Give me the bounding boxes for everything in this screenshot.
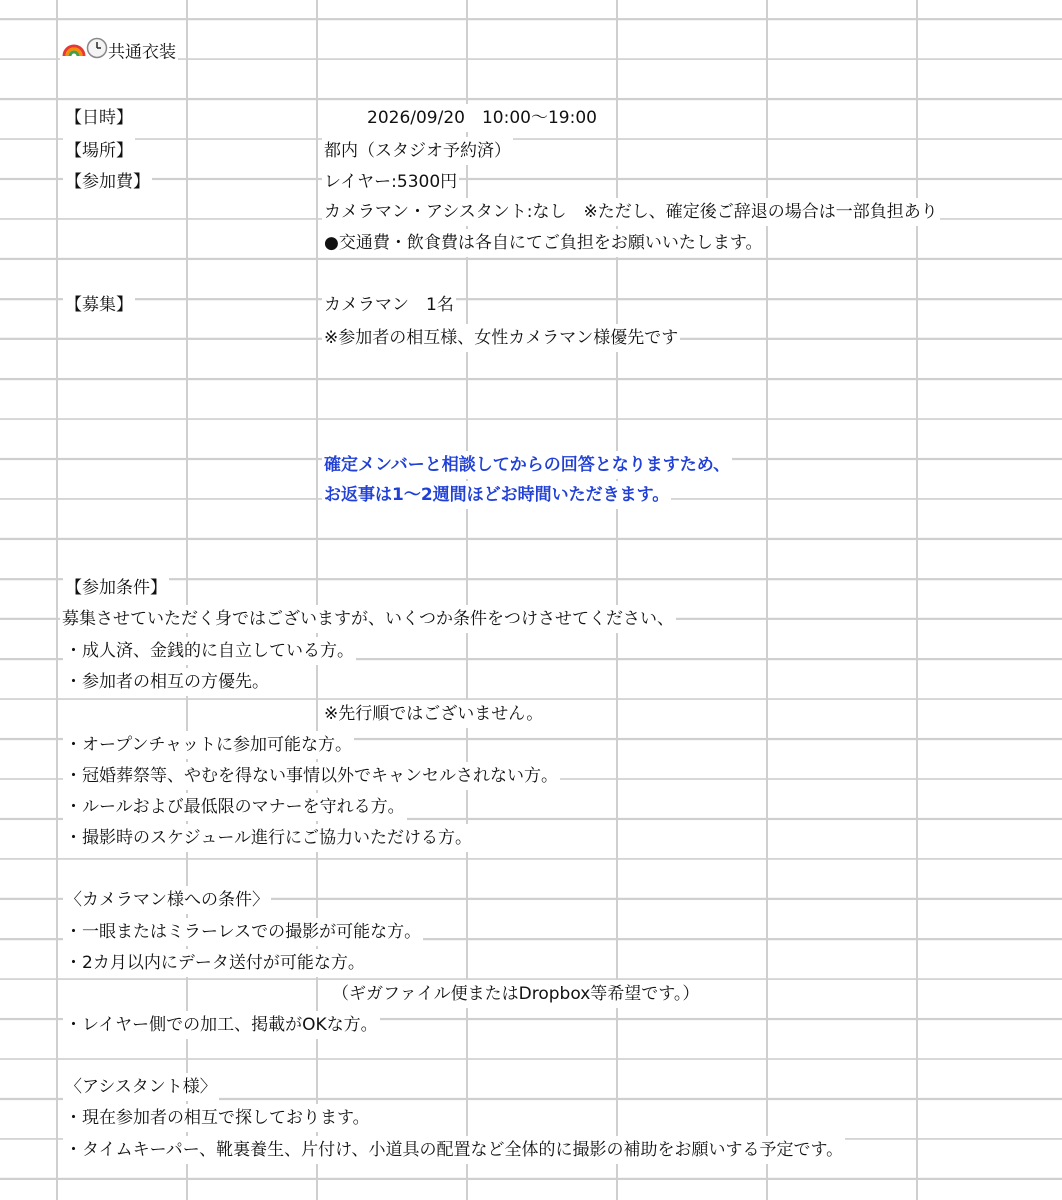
recruit-value[interactable]: カメラマン 1名 [322, 291, 456, 319]
condition-item[interactable]: ・撮影時のスケジュール進行にご協力いただける方。 [63, 824, 474, 852]
assistant-item[interactable]: ・タイムキーパー、靴裏養生、片付け、小道具の配置など全体的に撮影の補助をお願いする予定です。 [63, 1136, 845, 1164]
fee-label[interactable]: 【参加費】 [63, 168, 152, 196]
date-value[interactable]: 2026/09/20 10:00〜19:00 [365, 104, 599, 132]
condition-item[interactable]: ・冠婚葬祭等、やむを得ない事情以外でキャンセルされない方。 [63, 762, 560, 790]
assistant-heading[interactable]: 〈アシスタント様〉 [63, 1073, 219, 1101]
place-value[interactable]: 都内（スタジオ予約済） [322, 137, 513, 165]
notice-line-1[interactable]: 確定メンバーと相談してからの回答となりますため、 [322, 451, 732, 479]
sheet-title-text: 共通衣装 [108, 42, 176, 63]
conditions-heading[interactable]: 【参加条件】 [63, 574, 169, 602]
notice-line-2[interactable]: お返事は1〜2週間ほどお時間いただきます。 [322, 481, 671, 509]
camera-item-note[interactable]: （ギガファイル便またはDropbox等希望です。） [330, 980, 701, 1008]
fee-note[interactable]: ●交通費・飲食費は各自にてご負担をお願いいたします。 [322, 229, 764, 257]
grid-column-line [766, 0, 768, 1200]
camera-item[interactable]: ・レイヤー側での加工、掲載がOKな方。 [63, 1011, 380, 1039]
camera-item[interactable]: ・一眼またはミラーレスでの撮影が可能な方。 [63, 918, 423, 946]
recruit-label[interactable]: 【募集】 [63, 291, 135, 319]
condition-item[interactable]: ・参加者の相互の方優先。 [63, 668, 271, 696]
recruit-note[interactable]: ※参加者の相互様、女性カメラマン様優先です [322, 324, 680, 352]
condition-item-note[interactable]: ※先行順ではございません。 [322, 700, 545, 728]
date-label[interactable]: 【日時】 [63, 104, 135, 132]
clock-icon [86, 37, 108, 68]
condition-item[interactable]: ・成人済、金銭的に自立している方。 [63, 637, 356, 665]
place-label[interactable]: 【場所】 [63, 137, 135, 165]
condition-item[interactable]: ・ルールおよび最低限のマナーを守れる方。 [63, 793, 407, 821]
grid-column-line [56, 0, 58, 1200]
camera-item[interactable]: ・2カ月以内にデータ送付が可能な方。 [63, 949, 367, 977]
condition-item[interactable]: ・オープンチャットに参加可能な方。 [63, 731, 354, 759]
fee-layer-value[interactable]: レイヤー:5300円 [322, 168, 459, 196]
grid-column-line [616, 0, 618, 1200]
conditions-intro[interactable]: 募集させていただく身ではございますが、いくつか条件をつけさせてください、 [60, 605, 676, 633]
camera-heading[interactable]: 〈カメラマン様への条件〉 [63, 886, 271, 914]
grid-column-line [466, 0, 468, 1200]
assistant-item[interactable]: ・現在参加者の相互で探しております。 [63, 1104, 372, 1132]
rainbow-icon [62, 39, 86, 67]
sheet-title[interactable] [60, 37, 178, 65]
fee-camera-value[interactable]: カメラマン・アシスタント:なし ※ただし、確定後ご辞退の場合は一部負担あり [322, 198, 940, 226]
grid-column-line [916, 0, 918, 1200]
